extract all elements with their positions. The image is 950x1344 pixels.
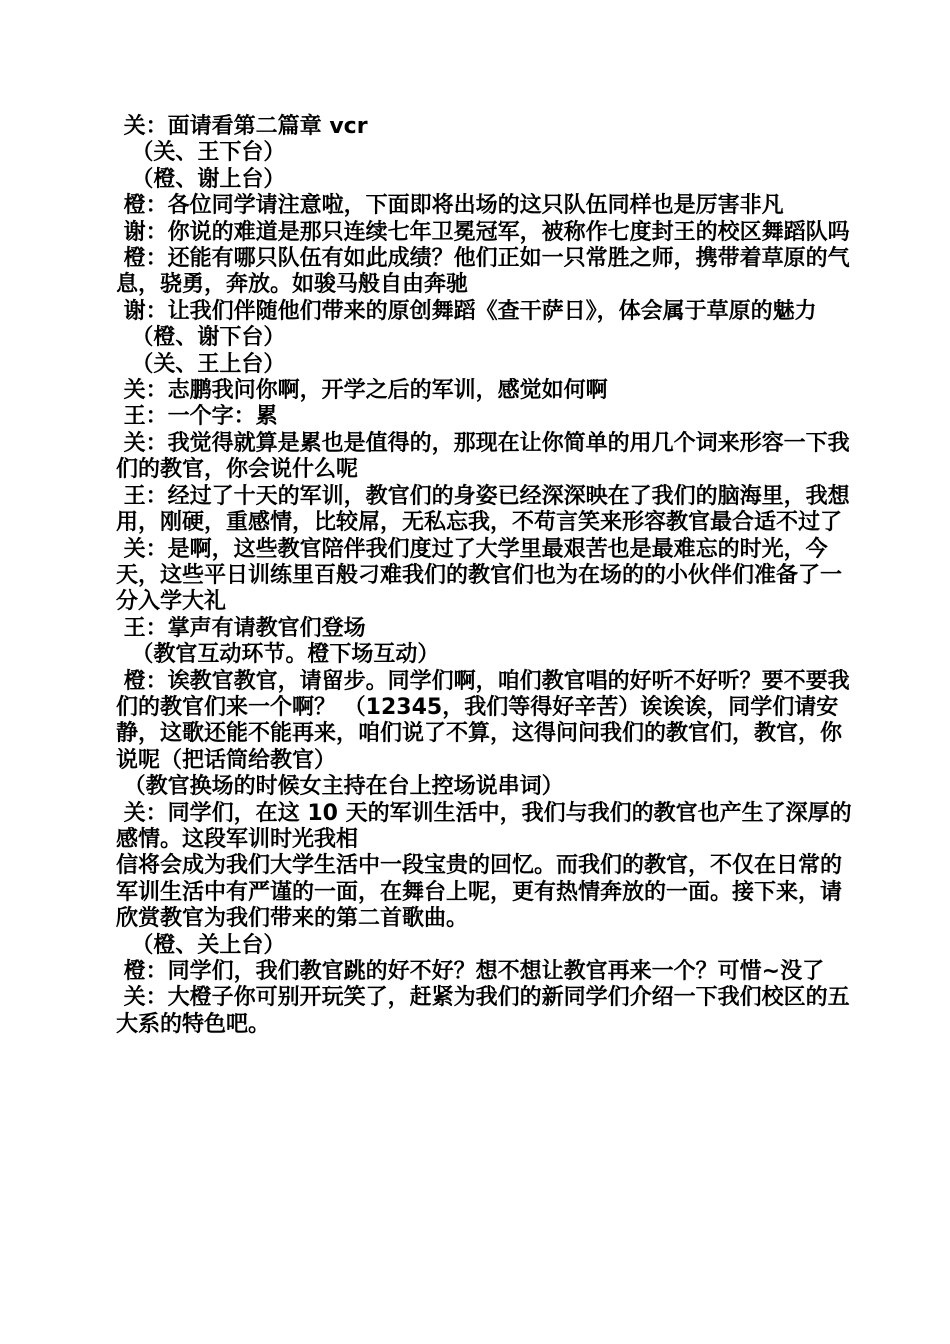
stage-direction: （橙、谢下台） [116,325,286,351]
stage-direction: （教官互动环节。橙下场互动） [116,642,440,668]
script-line: 谢：你说的难道是那只连续七年卫冕冠军，被称作七度封王的校区舞蹈队吗 [116,219,850,245]
script-line: 信将会成为我们大学生活中一段宝贵的回忆。而我们的教官，不仅在日常的军训生活中有严谨的一面，在舞台上呢，更有热情奔放的一面。接下来，请欣赏教官为我们带来的第二首歌曲。 [116,853,843,932]
script-line: 王：掌声有请教官们登场 [116,615,366,641]
script-line: 关：同学们，在这 10 天的军训生活中，我们与我们的教官也产生了深厚的感情。这段军训时光我相 [116,800,852,852]
stage-direction: （关、王上台） [116,351,286,377]
stage-direction: （橙、关上台） [116,932,286,958]
stage-direction: （教官换场的时候女主持在台上控场说串词） [116,774,564,800]
script-line: 关：面请看第二篇章 vcr [116,114,368,139]
script-line: 王：一个字：累 [116,404,278,430]
stage-direction: （关、王下台） [116,140,286,166]
script-line: 谢：让我们伴随他们带来的原创舞蹈《查干萨日》，体会属于草原的魅力 [116,298,817,324]
script-page [116,114,856,1038]
script-line: 橙：各位同学请注意啦，下面即将出场的这只队伍同样也是厉害非凡 [116,193,784,219]
script-line: 橙：诶教官教官，请留步。同学们啊，咱们教官唱的好听不好听？要不要我们的教官们来一个啊？ （12345，我们等得好辛苦）诶诶诶，同学们请安静，这歌还能不能再来，咱们说了不算，这得问问我们的教官们，教官，你说呢（把话筒给教官） [116,668,850,773]
script-line: 王：经过了十天的军训，教官们的身姿已经深深映在了我们的脑海里，我想用，刚硬，重感情，比较屌，无私忘我，不苟言笑来形容教官最合适不过了 [116,483,850,536]
script-line: 关：大橙子你可别开玩笑了，赶紧为我们的新同学们介绍一下我们校区的五大系的特色吧。 [116,985,850,1037]
script-line: 橙：同学们，我们教官跳的好不好？想不想让教官再来一个？可惜~没了 [116,959,825,984]
stage-direction: （橙、谢上台） [116,166,286,192]
script-line: 橙：还能有哪只队伍有如此成绩？他们正如一只常胜之师，携带着草原的气息，骁勇，奔放。如骏马般自由奔驰 [116,246,850,298]
script-line: 关：志鹏我问你啊，开学之后的军训，感觉如何啊 [116,378,608,404]
script-line: 关：是啊，这些教官陪伴我们度过了大学里最艰苦也是最难忘的时光，今天，这些平日训练里百般刁难我们的教官们也为在场的的小伙伴们准备了一分入学大礼 [116,536,843,615]
script-line: 关：我觉得就算是累也是值得的，那现在让你简单的用几个词来形容一下我们的教官，你会说什么呢 [116,430,850,483]
